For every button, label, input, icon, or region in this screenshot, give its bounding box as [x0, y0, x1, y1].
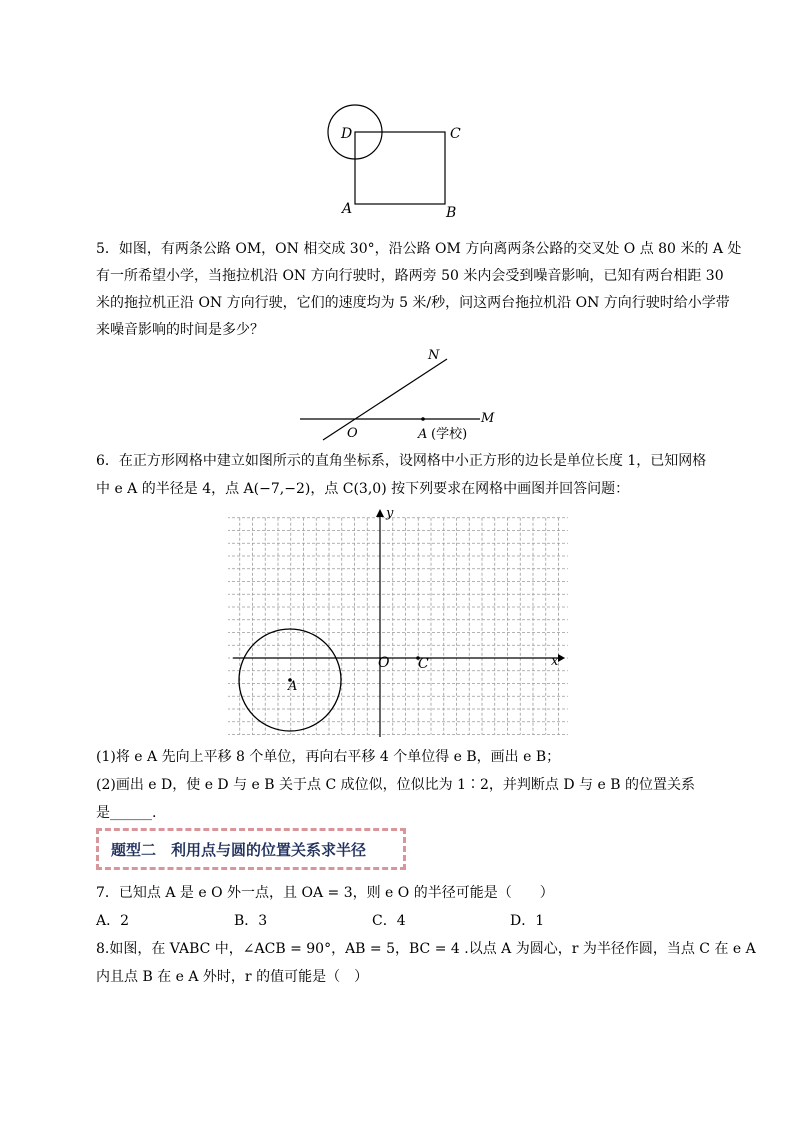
- q8-line-1: 8.如图，在 VABC 中，∠ACB = 90°，AB = 5，BC = 4 .以点 A 为圆心，r 为半径作圆，当点 C 在 e A: [96, 941, 756, 957]
- label-o: O: [347, 426, 358, 441]
- q6-line-2: 中 e A 的半径是 4，点 A(−7,−2)，点 C(3,0) 按下列要求在网格中画图并回答问题：: [96, 481, 630, 497]
- q6-sub-1: (1)将 e A 先向上平移 8 个单位，再向右平移 4 个单位得 e B，画出 e B；: [96, 749, 561, 765]
- label-c-point: C: [418, 656, 429, 672]
- q5-line-3: 米的拖拉机正沿 ON 方向行驶，它们的速度均为 5 米/秒，问这两台拖拉机沿 ON 方向行驶时给小学带: [96, 295, 730, 311]
- q7-option-d[interactable]: D．1: [510, 913, 545, 929]
- figure-rectangle-circle: [320, 95, 480, 225]
- q5-line-4: 来噪音影响的时间是多少？: [96, 322, 264, 338]
- label-a-school: A: [418, 427, 428, 442]
- section-heading: 题型二 利用点与圆的位置关系求半径: [111, 841, 367, 859]
- label-b: B: [446, 205, 457, 221]
- label-y: y: [386, 506, 394, 521]
- road-on: [323, 359, 447, 440]
- q6-line-1: 6．在正方形网格中建立如图所示的直角坐标系，设网格中小正方形的边长是单位长度 1，已知网格: [96, 453, 707, 469]
- label-c: C: [450, 126, 461, 142]
- figure-coordinate-grid: [228, 505, 568, 745]
- label-school: (学校): [431, 427, 468, 442]
- label-m: M: [481, 411, 495, 426]
- q7-stem: 7．已知点 A 是 e O 外一点，且 OA = 3，则 e O 的半径可能是（ ）: [96, 885, 554, 901]
- q5-line-2: 有一所希望小学，当拖拉机沿 ON 方向行驶时，路两旁 50 米内会受到噪音影响，已知有两台相距 30: [96, 268, 724, 284]
- q7-option-a[interactable]: A．2: [96, 913, 130, 929]
- rectangle-abcd: [355, 132, 445, 204]
- q7-option-b[interactable]: B．3: [234, 913, 268, 929]
- figure-roads: [290, 342, 510, 444]
- label-x: x: [551, 654, 559, 669]
- q8-line-2: 内且点 B 在 e A 外时，r 的值可能是（ ）: [96, 969, 369, 985]
- q6-sub-2: (2)画出 e D，使 e D 与 e B 关于点 C 成位似，位似比为 1∶2，并判断点 D 与 e B 的位置关系: [96, 777, 695, 793]
- x-axis-arrow: [558, 654, 565, 662]
- q6-sub-2-answer: 是______.: [96, 805, 157, 821]
- label-d: D: [341, 126, 353, 142]
- y-axis-arrow: [376, 509, 384, 517]
- label-a: A: [342, 201, 353, 217]
- section-heading-box: [96, 828, 406, 870]
- q5-line-1: 5．如图，有两条公路 OM，ON 相交成 30°，沿公路 OM 方向离两条公路的交叉处 O 点 80 米的 A 处: [96, 241, 742, 257]
- grid-lines: [228, 518, 568, 735]
- q7-option-c[interactable]: C．4: [372, 913, 406, 929]
- label-n: N: [428, 348, 440, 363]
- label-a-point: A: [288, 679, 298, 694]
- label-origin: O: [378, 655, 390, 671]
- school-point: [421, 417, 425, 421]
